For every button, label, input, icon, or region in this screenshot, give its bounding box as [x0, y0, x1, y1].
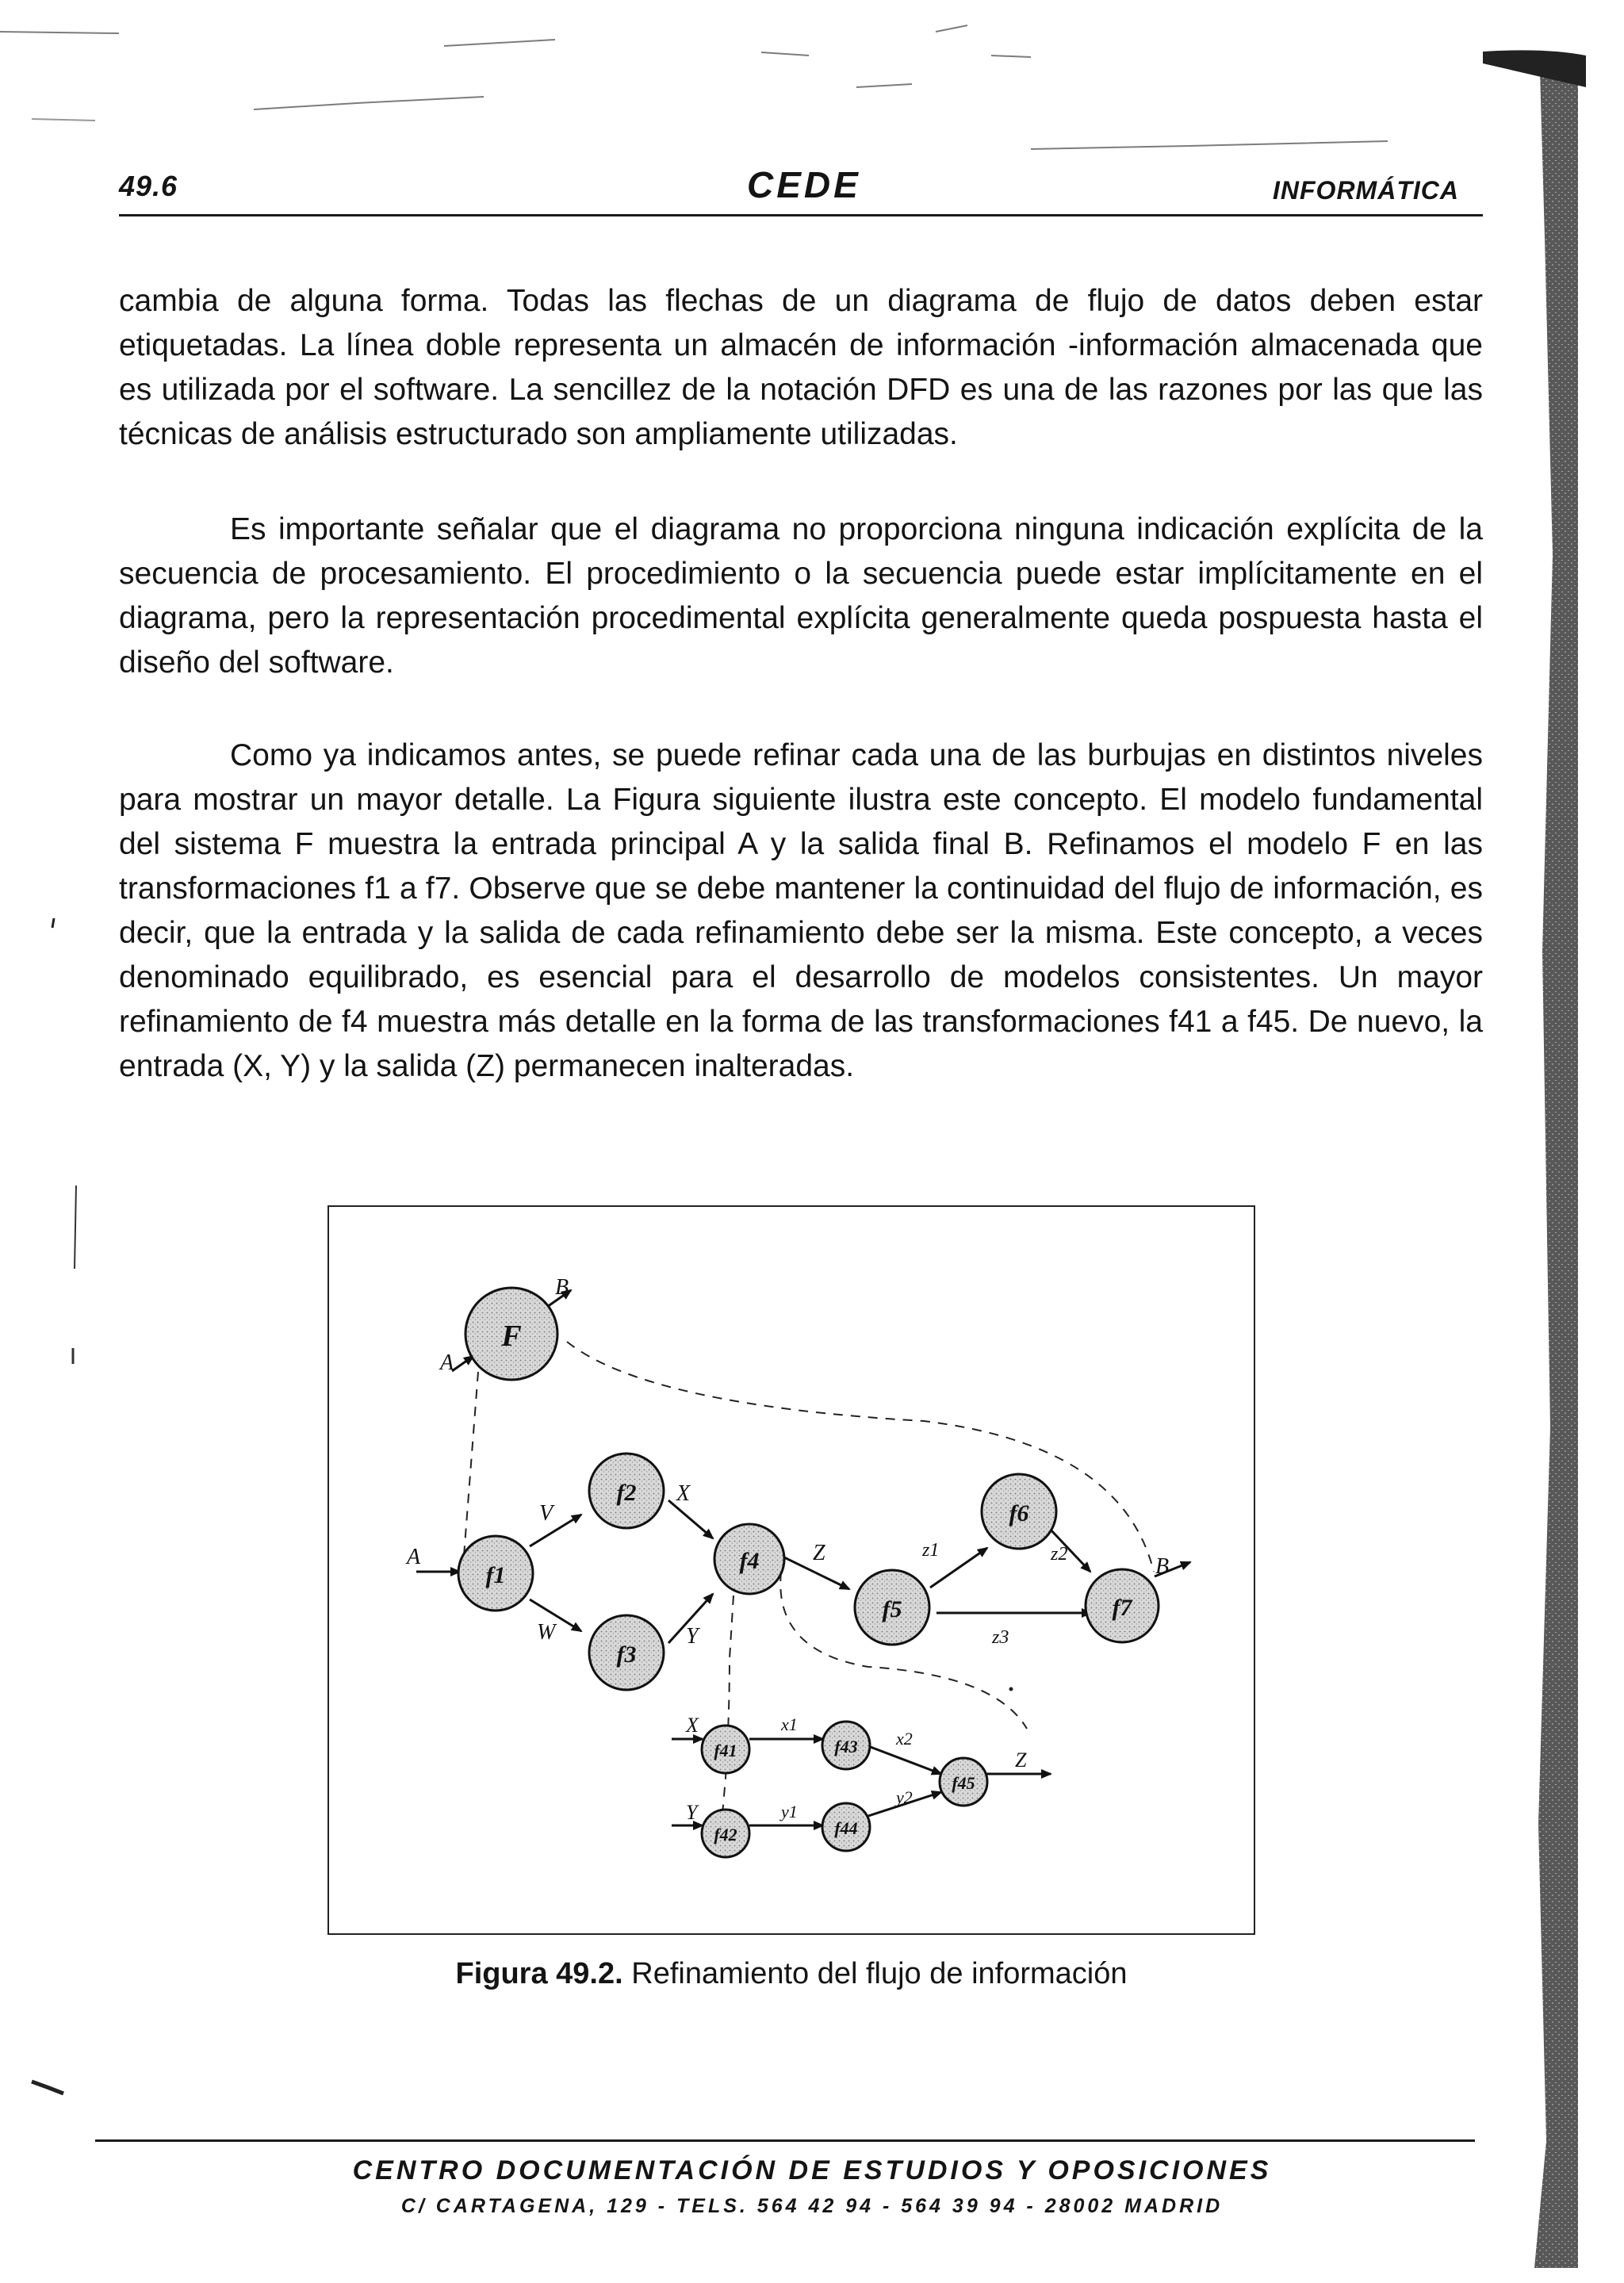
flow-label-X-low: X	[686, 1714, 699, 1737]
paragraph-3: Como ya indicamos antes, se puede refinar cada una de las burbujas en distintos niveles para mostrar un mayor detalle. La Figura siguiente ilustra este concepto. El modelo fundamental del sistema F muestra la entrada principal A y la salida final B. Refinamos el modelo F en las transformaciones f1 a f7. Observe que se debe mantener la continuidad del flujo de información, es decir, que la entrada y la salida de cada refinamiento debe ser la misma. Este concepto, a veces denominado equilibrado, es esencial para el desarrollo de modelos consistentes. Un mayor refinamiento de f4 muestra más detalle en la forma de las transformaciones f41 a f45. De nuevo, la entrada (X, Y) y la salida (Z) permanecen inalteradas.	[119, 738, 1483, 1083]
flow-label-x2: x2	[896, 1729, 913, 1749]
flow-label-X: X	[676, 1481, 691, 1506]
flow-label-Y-low: Y	[686, 1801, 698, 1824]
flow-label-Z: Z	[813, 1541, 825, 1565]
label-f5: f5	[882, 1596, 902, 1622]
flow-label-Z-low: Z	[1015, 1749, 1027, 1772]
flow-label-y1: y1	[781, 1802, 798, 1821]
flow-label-Y: Y	[686, 1624, 699, 1649]
label-f43: f43	[834, 1737, 858, 1756]
flow-label-A-top: A	[440, 1350, 454, 1375]
figure-caption	[327, 1957, 1255, 1991]
refinement-links	[464, 1342, 1154, 1841]
section-title: INFORMÁTICA	[1273, 176, 1459, 205]
flow-label-V: V	[539, 1501, 553, 1526]
paragraph-2: Es importante señalar que el diagrama no proporciona ninguna indicación explícita de la secuencia de procesamiento. El procedimiento o la secuencia puede estar implícitamente en el diagrama, pero la representación procedimental explícita generalmente queda pospuesta hasta el diseño del software.	[119, 512, 1483, 680]
footer-address: C/ CARTAGENA, 129 - TELS. 564 42 94 - 564 39 94 - 28002 MADRID	[400, 2195, 1224, 2217]
figure-caption-text: Refinamiento del flujo de información	[631, 1957, 1128, 1990]
flow-label-z2: z2	[1051, 1544, 1068, 1565]
header-rule	[119, 214, 1483, 216]
label-F: F	[501, 1320, 522, 1353]
label-f45: f45	[952, 1773, 975, 1793]
flow-label-z3: z3	[992, 1627, 1009, 1648]
figure-frame	[327, 1205, 1255, 1935]
flow-label-B-mid: B	[1155, 1554, 1170, 1579]
flow-label-A-mid: A	[407, 1545, 421, 1569]
dfd-diagram	[329, 1207, 1257, 1936]
label-f41: f41	[714, 1741, 737, 1760]
flow-label-W: W	[537, 1620, 556, 1645]
label-f44: f44	[834, 1818, 858, 1838]
footer-publisher: CENTRO DOCUMENTACIÓN DE ESTUDIOS Y OPOSICIONES	[352, 2155, 1272, 2185]
figure-caption-label: Figura 49.2.	[455, 1957, 623, 1990]
paragraph-1: cambia de alguna forma. Todas las flechas de un diagrama de flujo de datos deben estar etiquetadas. La línea doble representa un almacén de información -información almacenada que es utilizada por el software. La sencillez de la notación DFD es una de las razones por las que las técnicas de análisis estructurado son ampliamente utilizadas.	[119, 284, 1483, 451]
label-f1: f1	[485, 1562, 506, 1588]
flow-label-z1: z1	[922, 1540, 940, 1561]
label-f3: f3	[616, 1641, 637, 1668]
label-f4: f4	[739, 1548, 760, 1574]
flow-label-x1: x1	[781, 1714, 798, 1734]
page-number: 49.6	[119, 170, 178, 202]
flow-label-y2: y2	[896, 1787, 913, 1807]
label-f6: f6	[1009, 1500, 1029, 1526]
label-f2: f2	[616, 1480, 637, 1506]
label-f42: f42	[714, 1825, 737, 1844]
label-f7: f7	[1112, 1595, 1132, 1621]
flow-label-B-top: B	[555, 1275, 569, 1300]
footer-rule	[95, 2139, 1475, 2142]
brand-title: CEDE	[747, 164, 861, 205]
